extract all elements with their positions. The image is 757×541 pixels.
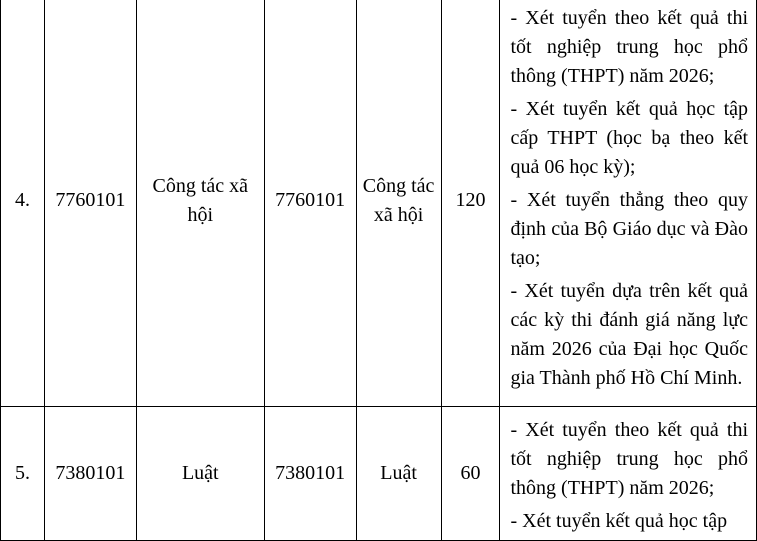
table-row [1,0,757,407]
program-code: 7760101 [264,0,356,407]
admission-method: - Xét tuyển theo kết quả thi tốt nghiệp trung học phổ thông (THPT) năm 2026; [510,419,748,499]
program-code: 7380101 [264,407,356,541]
major-name: Luật [136,407,264,541]
admission-method: - Xét tuyển dựa trên kết quả các kỳ thi đánh giá năng lực năm 2026 của Đại học Quốc gia Thành phố Hồ Chí Minh. [510,280,748,389]
row-number: 4. [1,0,45,407]
table-row [1,407,757,541]
major-code: 7760101 [44,0,136,407]
admission-methods [500,407,757,541]
major-name: Công tác xã hội [136,0,264,407]
admission-method: - Xét tuyển kết quả học tập [510,510,728,532]
major-code: 7380101 [44,407,136,541]
enrollment-quota: 60 [441,407,500,541]
row-number: 5. [1,407,45,541]
program-name: Công tác xã hội [356,0,441,407]
program-name: Luật [356,407,441,541]
admission-method: - Xét tuyển thẳng theo quy định của Bộ Giáo dục và Đào tạo; [510,189,748,269]
admission-method: - Xét tuyển theo kết quả thi tốt nghiệp trung học phổ thông (THPT) năm 2026; [510,7,748,87]
admission-method: - Xét tuyển kết quả học tập cấp THPT (học bạ theo kết quả 06 học kỳ); [510,98,748,178]
enrollment-quota: 120 [441,0,500,407]
admission-methods [500,0,757,407]
